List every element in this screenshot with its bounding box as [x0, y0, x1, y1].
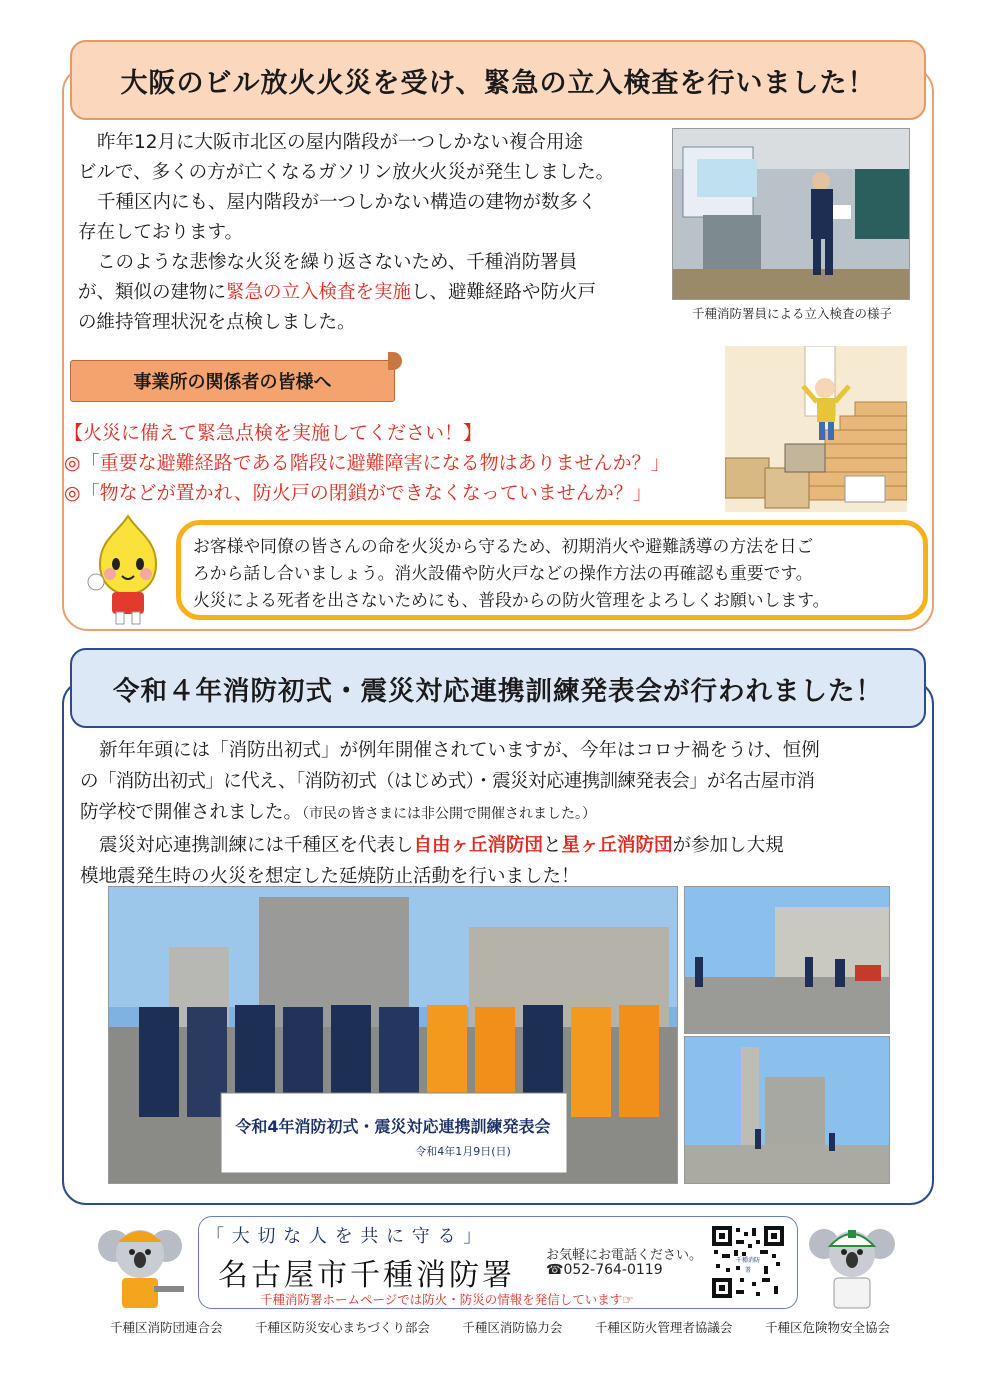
- callout-line: ろから話し合いましょう。消火設備や防火戸などの操作方法の再確認も重要です。: [193, 563, 813, 583]
- section2-line3: [80, 797, 922, 830]
- training-photo-top: [684, 886, 890, 1034]
- section1-p2-line1: 千種区内にも、屋内階段が一つしかない構造の建物が数多く: [97, 192, 597, 213]
- stairs-illustration: [725, 346, 907, 512]
- section1-title: 大阪のビル放火火災を受け、緊急の立入検査を行いました！: [70, 40, 926, 120]
- text-segment: が参加し大規: [672, 835, 784, 856]
- ribbon-banner: 事業所の関係者の皆様へ: [70, 360, 395, 402]
- alert-item: ◎「重要な避難経路である階段に避難障害になる物はありませんか？」: [64, 452, 670, 474]
- section2-line4: [80, 830, 922, 861]
- advice-callout: [176, 520, 928, 620]
- text-segment: が、類似の建物に: [78, 282, 227, 303]
- section1-p1-line1: 昨年12月に大阪市北区の屋内階段が一つしかない複合用途: [97, 132, 584, 153]
- association-item: 千種区防火管理者協議会: [594, 1320, 733, 1335]
- stairs-obstruction-icon: [725, 346, 907, 512]
- text-segment: 防学校で開催されました。: [80, 802, 303, 823]
- section2-line1: 新年年頭には「消防出初式」が例年開催されていますが、今年はコロナ禍をうけ、恒例: [99, 740, 820, 761]
- koala-firefighter-mascot: [92, 1216, 196, 1316]
- qr-label: 千種消防署: [735, 1257, 760, 1274]
- highlight-text: 緊急の立入検査を実施: [226, 282, 412, 303]
- event-banner: [220, 1100, 566, 1172]
- inspection-photo: [672, 128, 910, 300]
- association-item: 千種区危険物安全協会: [764, 1320, 890, 1335]
- section1-p2-line2: 存在しております。: [78, 222, 244, 243]
- flame-mascot-icon: [78, 512, 178, 628]
- association-item: 千種区消防協力会: [462, 1320, 563, 1335]
- text-segment: し、避難経路や防火戸: [411, 282, 597, 303]
- qr-code[interactable]: [712, 1226, 784, 1298]
- footer-slogan: 「 大 切 な 人 を 共 に 守 る 」: [206, 1226, 483, 1247]
- section2-line5: 模地震発生時の火災を想定した延焼防止活動を行いました！: [80, 866, 580, 887]
- section2-title: 令和４年消防初式・震災対応連携訓練発表会が行われました！: [70, 648, 926, 728]
- section1-p3-line2: [78, 278, 668, 308]
- callout-line: 火災による死者を出さないためにも、普段からの防火管理をよろしくお願いします。: [193, 590, 830, 610]
- footer-associations: [110, 1318, 890, 1336]
- mascot-character: [78, 512, 178, 628]
- koala-helmet-mascot: [804, 1216, 900, 1316]
- koala-firefighter-icon: [92, 1216, 196, 1316]
- training-photo-top-image: [685, 887, 890, 1034]
- inspection-photo-image: [673, 129, 910, 300]
- section1-p3-line1: このような悲惨な火災を繰り返さないため、千種消防署員: [97, 252, 578, 273]
- association-item: 千種区消防団連合会: [110, 1320, 223, 1335]
- highlight-text: 自由ヶ丘消防団: [413, 835, 544, 856]
- section1-body: [78, 128, 668, 338]
- association-item: 千種区防災安心まちづくり部会: [255, 1320, 430, 1335]
- highlight-text: 星ヶ丘消防団: [561, 835, 673, 856]
- photo-caption: 千種消防署員による立入検査の様子: [691, 306, 892, 321]
- small-note: （市民の皆さまには非公開で開催されました。）: [302, 806, 597, 822]
- text-segment: と: [543, 835, 562, 856]
- section1-p3-line3: の維持管理状況を点検しました。: [78, 312, 356, 333]
- footer-phone[interactable]: ☎052-764-0119: [546, 1262, 663, 1278]
- alert-item: ◎「物などが置かれ、防火戸の閉鎖ができなくなっていませんか？」: [64, 482, 652, 504]
- koala-helmet-icon: [804, 1216, 900, 1316]
- section2-line2: の「消防出初式」に代え、「消防初式（はじめ式）・震災対応連携訓練発表会」が名古屋市消: [80, 771, 815, 792]
- footer-org-name: 名古屋市千種消防署: [218, 1258, 515, 1293]
- callout-line: お客様や同僚の皆さんの命を火災から守るため、初期消火や避難誘導の方法を日ご: [193, 536, 814, 556]
- alert-heading: 【火災に備えて緊急点検を実施してください！】: [64, 422, 483, 444]
- event-banner-date: 令和4年1月9日(日): [415, 1144, 511, 1158]
- event-banner-title: 令和4年消防初式・震災対応連携訓練発表会: [235, 1116, 551, 1136]
- training-photo-bottom-image: [685, 1037, 890, 1184]
- training-photo-bottom: [684, 1036, 890, 1184]
- text-segment: 震災対応連携訓練には千種区を代表し: [99, 835, 414, 856]
- footer-call-text: お気軽にお電話ください。: [546, 1248, 703, 1263]
- section1-p1-line2: ビルで、多くの方が亡くなるガソリン放火火災が発生しました。: [78, 162, 615, 183]
- alert-list: [64, 418, 670, 508]
- section2-body: [80, 735, 922, 892]
- footer-web-note: 千種消防署ホームページでは防火・防災の情報を発信しています☞: [260, 1292, 634, 1307]
